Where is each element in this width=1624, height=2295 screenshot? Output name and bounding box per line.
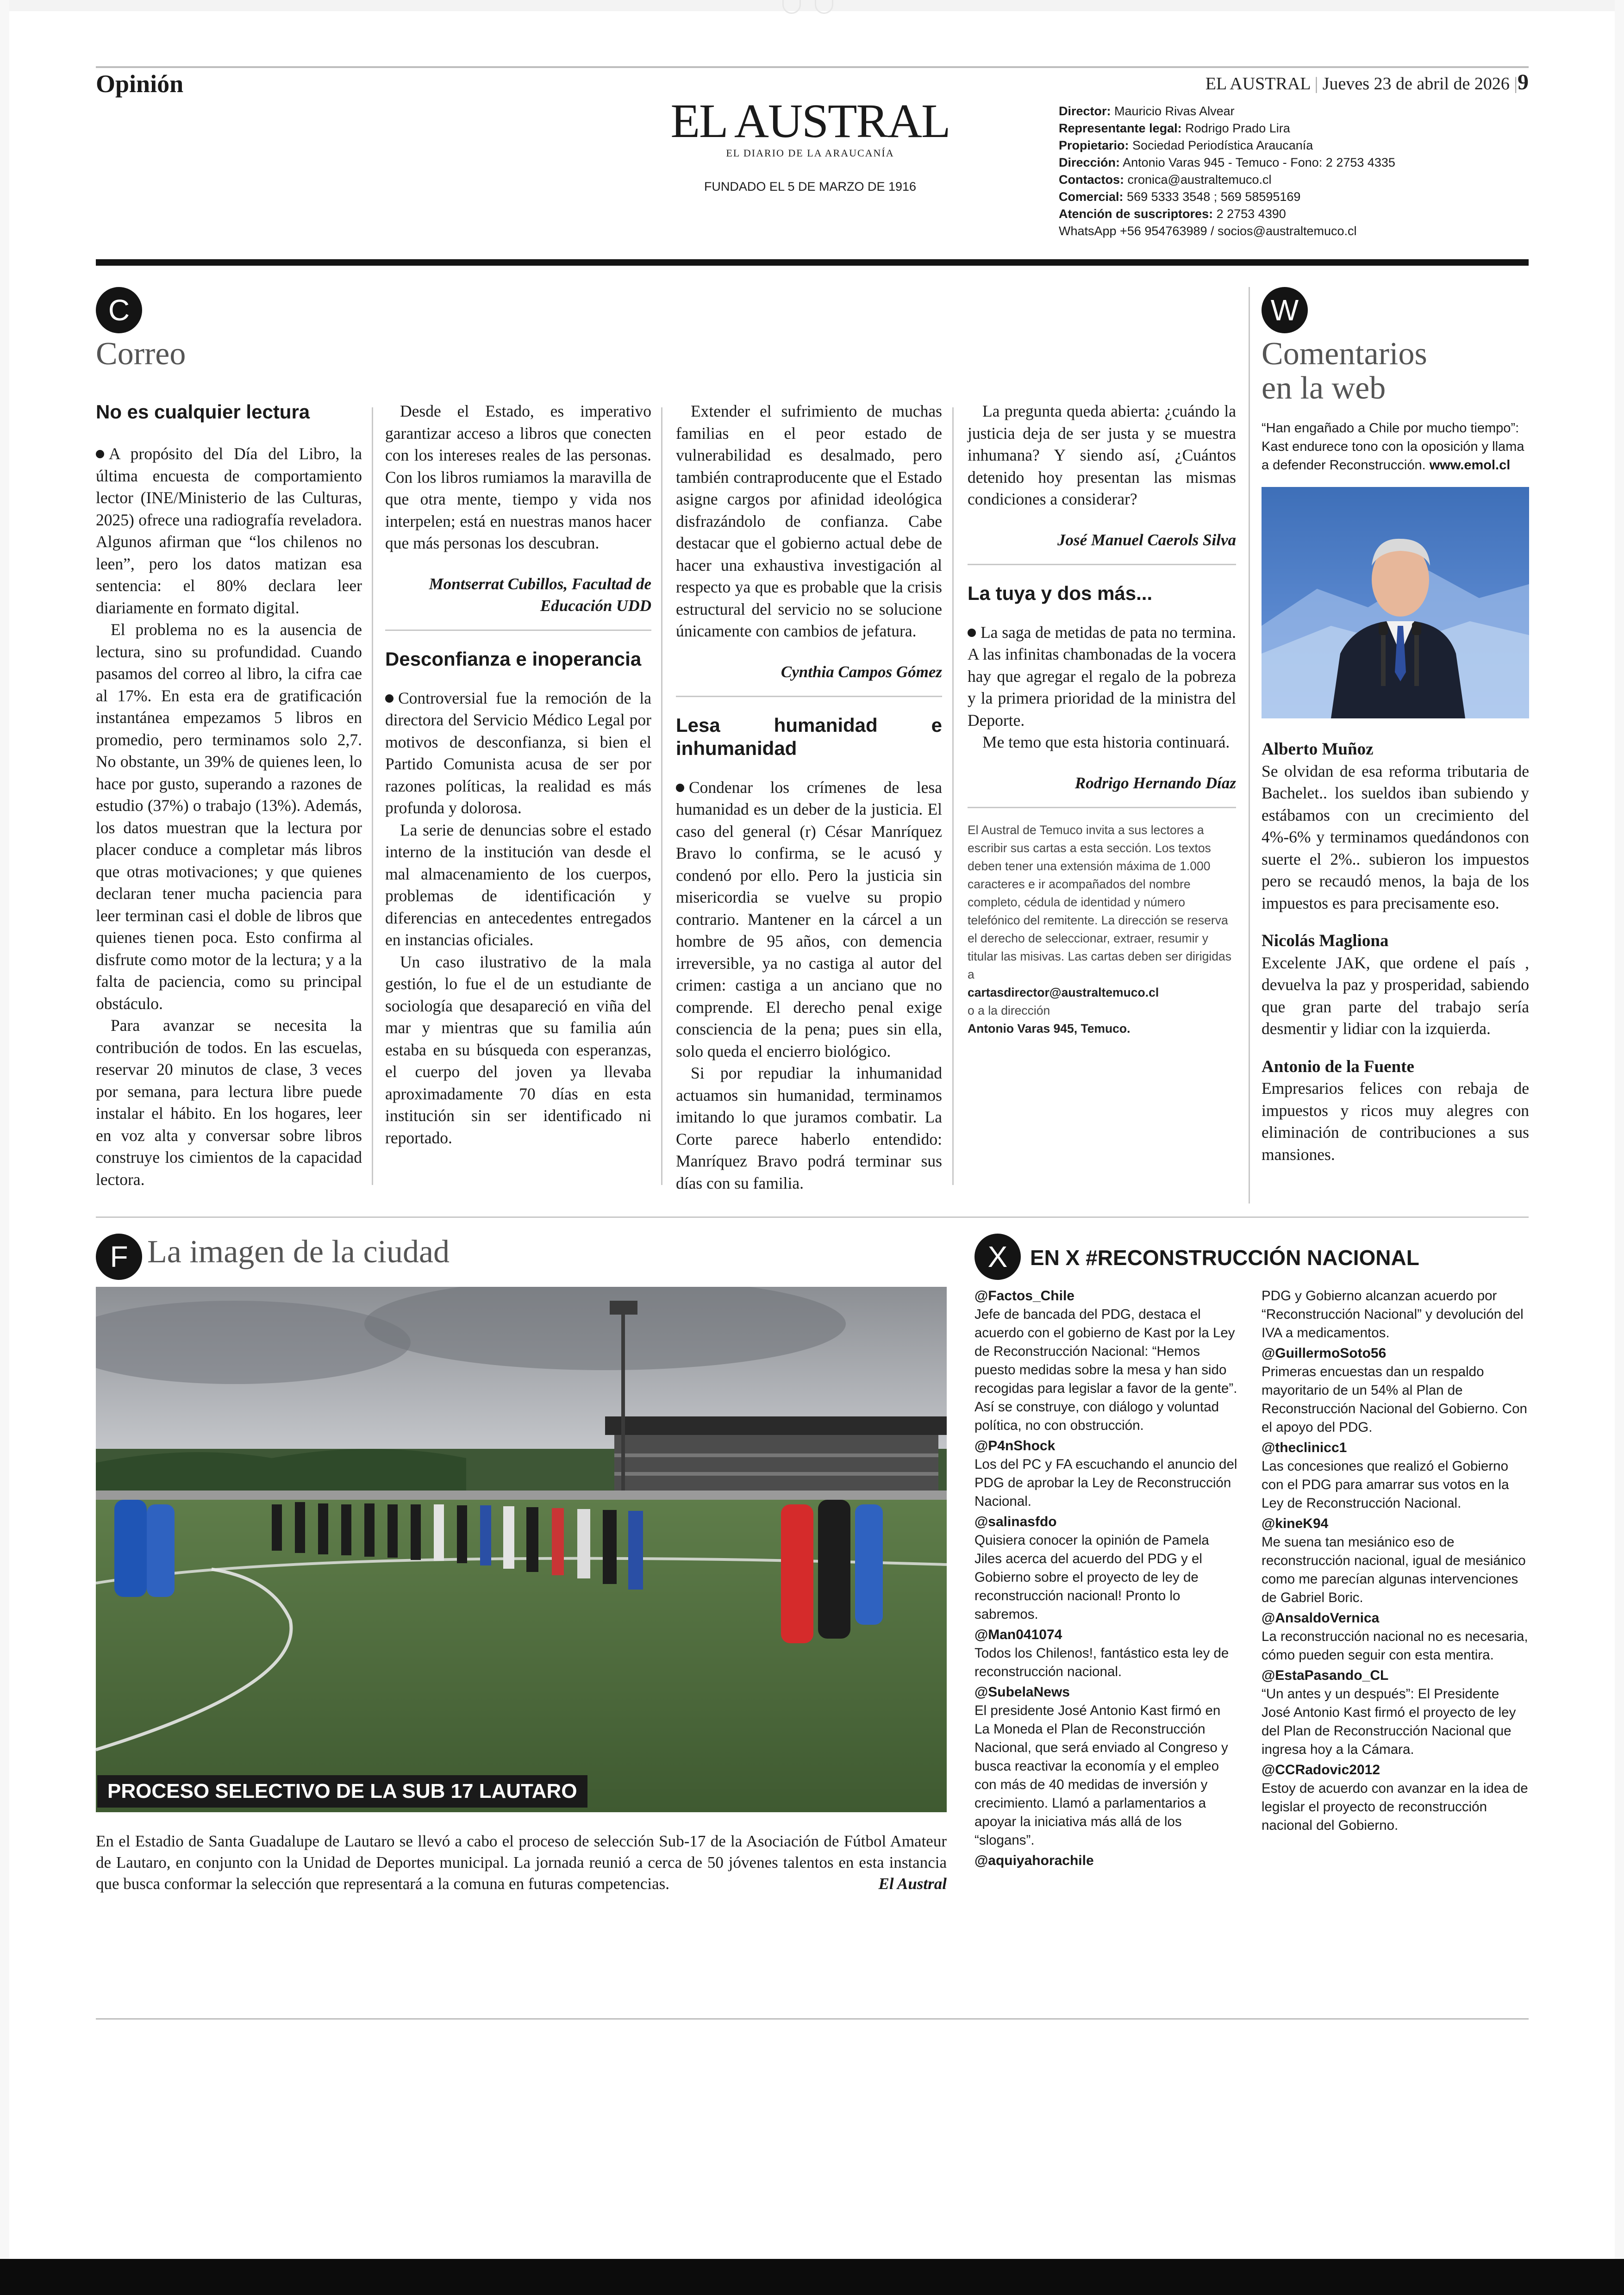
staff-credits: [1059, 103, 1522, 240]
top-rule: [96, 66, 1529, 68]
letter2-paragraph: Extender el sufrimiento de muchas familias en el peor estado de vulnerabilidad es desalmado, pero también contraproducente que el Estado asigne cargos por afinidad ideológica disfrazándolo de confianza. Cabe destacar que el gobierno actual debe de hacer una exhaustiva investigación al respecto ya que es probable que la crisis estructural del servicio no se solucione únicamente con cambios de jefatura.: [676, 402, 942, 640]
x-section-title: EN X #RECONSTRUCCIÓN NACIONAL: [1030, 1246, 1419, 1270]
letter1-signature: Montserrat Cubillos, Facultad de Educación UDD: [429, 574, 651, 615]
comment-author: Antonio de la Fuente: [1262, 1057, 1414, 1076]
credit-line: Representante legal: Rodrigo Prado Lira: [1059, 121, 1290, 135]
comentarios-lead: “Han engañado a Chile por mucho tiempo”: Kast endurece tono con la oposición y llama a defender Reconstrucción. www.emol.cl: [1262, 421, 1524, 473]
viewer-page-controls: [782, 0, 843, 14]
x-post: [974, 1683, 1239, 1850]
letter1-headline: No es cualquier lectura: [96, 401, 310, 423]
letter-separator: [676, 696, 942, 697]
ciudad-credit: El Austral: [878, 1875, 947, 1893]
x-post-text: PDG y Gobierno alcanzan acuerdo por “Reconstrucción Nacional” y devolución del IVA a medicamentos.: [1262, 1288, 1524, 1341]
next-page-button[interactable]: [815, 0, 833, 14]
x-handle[interactable]: @SubelaNews: [974, 1684, 1070, 1700]
x-handle[interactable]: @Man041074: [974, 1627, 1062, 1642]
ciudad-title: La imagen de la ciudad: [147, 1234, 450, 1270]
letters-notice: El Austral de Temuco invita a sus lectores a escribir sus cartas a esta sección. Los textos deben tener una extensión máxima de 1.000 caracteres e ir acompañados del nombre completo, cédula de identidad y número telefónico del remitente. La dirección se reserva el derecho de seleccionar, extraer, resumir y titular las misivas. Las cartas deben ser dirigidas a cartasdirector@australtemuco.cl o a la dirección Antonio Varas 945, Temuco.: [968, 821, 1236, 1038]
letter4-paragraph: Me temo que esta historia continuará.: [982, 733, 1230, 751]
prev-page-button[interactable]: [782, 0, 801, 14]
x-column-1: [974, 1287, 1239, 1872]
comment-author: Nicolás Magliona: [1262, 931, 1389, 950]
x-post: [974, 1852, 1239, 1870]
credit-line: Dirección: Antonio Varas 945 - Temuco - Fono: 2 2753 4335: [1059, 156, 1395, 169]
credit-line: Contactos: cronica@australtemuco.cl: [1059, 173, 1272, 187]
credit-line: Atención de suscriptores: 2 2753 4390: [1059, 207, 1286, 221]
ciudad-badge: F: [96, 1234, 142, 1280]
correo-badge: C: [96, 287, 142, 333]
politician-photo: [1262, 487, 1529, 718]
comentarios-badge: W: [1262, 287, 1308, 333]
comment-item: [1262, 738, 1529, 914]
credit-line: Propietario: Sociedad Periodística Araucanía: [1059, 138, 1313, 152]
letter3-headline: Lesa humanidad e inhumanidad: [676, 714, 942, 759]
letter-separator: [968, 807, 1236, 808]
x-handle[interactable]: @kineK94: [1262, 1516, 1329, 1531]
letter3-paragraph: Condenar los crímenes de lesa humanidad es un deber de la justicia. El caso del general (r) César Manríquez Bravo lo confirma, se le acusó y condenó por ello. Pero la justicia sin misericordia se vuelve su propio contrario. Mantener en la cárcel a un hombre de 95 años, con demencia irreversible, ya no castiga al autor del crimen: castiga a un anciano que no comprende. El derecho penal exige consciencia de la pena; pues sin ella, solo queda el encierro biológico.: [676, 778, 942, 1060]
letter1-paragraph: Desde el Estado, es imperativo garantizar acceso a libros que conecten con los intereses reales de las personas. Con los libros rumiamos la maravilla de que otra mente, tiempo y vida nos interpelen; está en nuestras manos hacer que más personas los descubran.: [385, 402, 651, 552]
letter-column-3: [676, 400, 942, 1194]
letter1-paragraph: Para avanzar se necesita la contribución de todos. En las escuelas, reservar 20 minutos de clase, 3 veces por semana, para lectura libre puede instalar el hábito. En los hogares, leer en voz alta y conversar sobre libros construye los cimientos de la capacidad lectora.: [96, 1016, 362, 1189]
x-post-text: “Un antes y un después”: El Presidente José Antonio Kast firmó el proyecto de ley del Plan de Reconstrucción Nacional que ingresa hoy a la Cámara.: [1262, 1686, 1516, 1757]
photo-caption: PROCESO SELECTIVO DE LA SUB 17 LAUTARO: [97, 1775, 587, 1808]
letters-email[interactable]: cartasdirector@australtemuco.cl: [968, 985, 1159, 999]
x-handle[interactable]: @salinasfdo: [974, 1514, 1057, 1529]
masthead-name: EL AUSTRAL: [670, 94, 950, 148]
x-post: [1262, 1439, 1529, 1513]
x-handle[interactable]: @GuillermoSoto56: [1262, 1346, 1387, 1361]
letter2-headline: Desconfianza e inoperancia: [385, 648, 642, 670]
x-post-text: Quisiera conocer la opinión de Pamela Jiles acerca del acuerdo del PDG y el Gobierno sobre el proyecto de ley de reconstrucción nacional! Pronto lo sabremos.: [974, 1533, 1209, 1622]
x-post-text: Primeras encuestas dan un respaldo mayoritario de un 54% al Plan de Reconstrucción Nacional del Gobierno. Con el apoyo del PDG.: [1262, 1364, 1527, 1435]
x-handle[interactable]: @EstaPasando_CL: [1262, 1668, 1389, 1683]
x-post-text: Estoy de acuerdo con avanzar en la idea de legislar el proyecto de reconstrucción nacional del Gobierno.: [1262, 1781, 1528, 1833]
column-divider: [1249, 287, 1250, 1204]
comentarios-list: [1262, 738, 1529, 1166]
x-post: [974, 1437, 1239, 1511]
correo-title: Correo: [96, 336, 186, 372]
x-post: [1262, 1761, 1529, 1835]
x-post: [974, 1513, 1239, 1624]
x-post-text: Los del PC y FA escuchando el anuncio del PDG de aprobar la Ley de Reconstrucción Nacional.: [974, 1457, 1237, 1509]
letters-address: Antonio Varas 945, Temuco.: [968, 1021, 1131, 1035]
x-post: [1262, 1515, 1529, 1607]
letter-separator: [968, 564, 1236, 565]
comentarios-source[interactable]: www.emol.cl: [1429, 458, 1511, 473]
ciudad-text: En el Estadio de Santa Guadalupe de Lautaro se llevó a cabo el proceso de selección Sub-17 de la Asociación de Fútbol Amateur de Lautaro, en conjunto con la Unidad de Deportes municipal. La jornada reunió a cerca de 50 jóvenes talentos en esta instancia que busca conformar la selección que representará a la comuna en futuras competencias. El Austral: [96, 1831, 947, 1895]
x-post-text: Jefe de bancada del PDG, destaca el acuerdo con el gobierno de Kast por la Ley de Reconstrucción Nacional: “Hemos puesto medidas sobre la mesa y han sido recogidas para legislar a favor de la gente”. Así se construye, con diálogo y voluntad política, no con obstrucción.: [974, 1307, 1237, 1433]
letter4-headline: La tuya y dos más...: [968, 582, 1153, 604]
x-post-text: Las concesiones que realizó el Gobierno con el PDG para amarrar sus votos en la Ley de Reconstrucción Nacional.: [1262, 1459, 1509, 1511]
letter2-paragraph: Controversial fue la remoción de la directora del Servicio Médico Legal por motivos de desconfianza, si bien el Partido Comunista acusa de ser por razones políticas, la realidad es más profunda y dolorosa.: [385, 688, 651, 817]
comment-text: Se olvidan de esa reforma tributaria de Bachelet.. los sueldos iban subiendo y estábamos con un crecimiento del 4%-6% y terminamos quedándonos con suerte el 2%.. subieron los impuestos pero se recaudó menos, la baja de los impuestos es para precisamente eso.: [1262, 761, 1529, 912]
comment-text: Excelente JAK, que ordene el país , devuelva la paz y prosperidad, sabiendo que gran parte del trabajo sería desmentir y lidiar con la izquierda.: [1262, 953, 1529, 1038]
letter3-paragraph: Si por repudiar la inhumanidad actuamos sin humanidad, terminamos imitando lo que juramos combatir. La Corte parece haberlo entendido: Manríquez Bravo podrá terminar sus días con su familia.: [676, 1064, 942, 1192]
viewer-margin-left: [0, 0, 9, 2259]
viewer-bottom-bar: [0, 2259, 1624, 2295]
x-handle[interactable]: @P4nShock: [974, 1438, 1056, 1453]
x-post: [974, 1287, 1239, 1435]
credit-line: WhatsApp +56 954763989 / socios@australtemuco.cl: [1059, 224, 1357, 238]
x-handle[interactable]: @AnsaldoVernica: [1262, 1610, 1380, 1626]
x-post: [1262, 1287, 1529, 1342]
page-info: EL AUSTRAL | Jueves 23 de abril de 2026 |9: [1205, 70, 1529, 94]
masthead-subtitle: EL DIARIO DE LA ARAUCANÍA: [726, 147, 894, 159]
issue-date: Jueves 23 de abril de 2026: [1322, 74, 1510, 94]
masthead: [616, 94, 1005, 194]
letter2-signature: Cynthia Campos Gómez: [781, 662, 942, 681]
x-handle[interactable]: @CCRadovic2012: [1262, 1762, 1380, 1777]
column-divider: [952, 407, 954, 1185]
x-post-text: Todos los Chilenos!, fantástico esta ley de reconstrucción nacional.: [974, 1646, 1229, 1679]
letter-column-4: [968, 400, 1236, 1038]
letter1-paragraph: El problema no es la ausencia de lectura, sino su profundidad. Cuando pasamos del correo al libro, la cifra cae al 17%. En esta era de gratificación instantánea empezamos 5 libros en promedio, pero terminamos solo 2,7. No obstante, un 39% de quienes leen, lo hace por gusto, superando a razones de estudio (37%) o trabajo (13%). Además, los datos muestran que la lectura por placer conduce a completar más libros que otras motivaciones; y que quienes declaran tener mucha paciencia para leer terminan casi el doble de libros que quienes tienen poca. Esto confirma al disfrute como motor de la lectura; y a la falta de paciencia, como su principal obstáculo.: [96, 620, 362, 1013]
comentarios-title: Comentarios en la web: [1262, 336, 1427, 406]
column-divider: [372, 407, 373, 1185]
football-tryout-photo: [96, 1287, 947, 1812]
letter4-paragraph: La saga de metidas de pata no termina. A las infinitas chambonadas de la vocera hay que agregar el regalo de la pobreza y la primera prioridad de la ministra del Deporte.: [968, 623, 1237, 730]
letter1-paragraph: A propósito del Día del Libro, la última encuesta de comportamiento lector (INE/Ministerio de las Culturas, 2025) ofrece una radiografía reveladora. Algunos afirman que “los chilenos no leen”, pero los datos matizan esa sentencia: el 80% declara leer diariamente en formato digital.: [96, 444, 362, 617]
x-post-text: La reconstrucción nacional no es necesaria, cómo pueden seguir con esta mentira.: [1262, 1629, 1528, 1663]
comment-author: Alberto Muñoz: [1262, 740, 1374, 759]
letter3-paragraph: La pregunta queda abierta: ¿cuándo la justicia deja de ser justa y se muestra inhumana? Y siendo así, ¿Cuántos detenido hoy presentan las mismas condiciones a considerar?: [968, 402, 1236, 508]
x-post: [1262, 1666, 1529, 1759]
header-thick-rule: [96, 259, 1529, 266]
masthead-founded: FUNDADO EL 5 DE MARZO DE 1916: [704, 180, 917, 193]
x-handle[interactable]: @Factos_Chile: [974, 1288, 1074, 1303]
paper-name: EL AUSTRAL: [1205, 74, 1311, 94]
credit-line: Comercial: 569 5333 3548 ; 569 58595169: [1059, 190, 1301, 204]
x-post-text: El presidente José Antonio Kast firmó en La Moneda el Plan de Reconstrucción Nacional, que será enviado al Congreso y busca reactivar la economía y el empleo con más de 40 medidas de inversión y crecimiento. Llamó a parlamentarios a apoyar la iniciativa más allá de los “slogans”.: [974, 1703, 1228, 1848]
section-label: Opinión: [96, 70, 184, 98]
letter2-paragraph: Un caso ilustrativo de la mala gestión, lo fue el de un estudiante de sociología que desapareció en viña del mar y mientras que su familia aún estaba en su búsqueda con esperanzas, el cuerpo del joven ya llevaba aproximadamente 70 días en esta institución sin ser identificado ni reportado.: [385, 952, 651, 1147]
x-column-2: [1262, 1287, 1529, 1837]
letter2-paragraph: La serie de denuncias sobre el estado interno de la institución van desde el mal almacenamiento de los cuerpos, problemas de identificación y diferencias en antecedentes entregados en instancias oficiales.: [385, 820, 651, 949]
section-divider: [96, 1216, 1529, 1218]
comment-item: [1262, 930, 1529, 1040]
x-handle[interactable]: @aquiyahorachile: [974, 1853, 1094, 1868]
x-post-text: Me suena tan mesiánico eso de reconstrucción nacional, igual de mesiánico como me parecían algunas intervenciones de Gabriel Boric.: [1262, 1534, 1526, 1605]
x-post: [1262, 1344, 1529, 1437]
page-number: 9: [1518, 70, 1529, 94]
x-post: [1262, 1609, 1529, 1665]
x-handle[interactable]: @theclinicc1: [1262, 1440, 1347, 1455]
x-post: [974, 1626, 1239, 1681]
bottom-rule: [96, 2018, 1529, 2020]
letter4-signature: Rodrigo Hernando Díaz: [1074, 773, 1236, 792]
letter3-signature: José Manuel Caerols Silva: [1057, 530, 1236, 549]
column-divider: [661, 407, 662, 1185]
viewer-margin-right: [1615, 0, 1624, 2259]
comment-text: Empresarios felices con rebaja de impuestos y ricos muy alegres con eliminación de contribuciones a sus mansiones.: [1262, 1079, 1529, 1164]
letter-column-1: [96, 400, 362, 1191]
letter-column-2: [385, 400, 651, 1149]
x-badge: X: [974, 1234, 1021, 1280]
comment-item: [1262, 1056, 1529, 1166]
letter-separator: [385, 630, 651, 631]
credit-line: Director: Mauricio Rivas Alvear: [1059, 104, 1235, 118]
